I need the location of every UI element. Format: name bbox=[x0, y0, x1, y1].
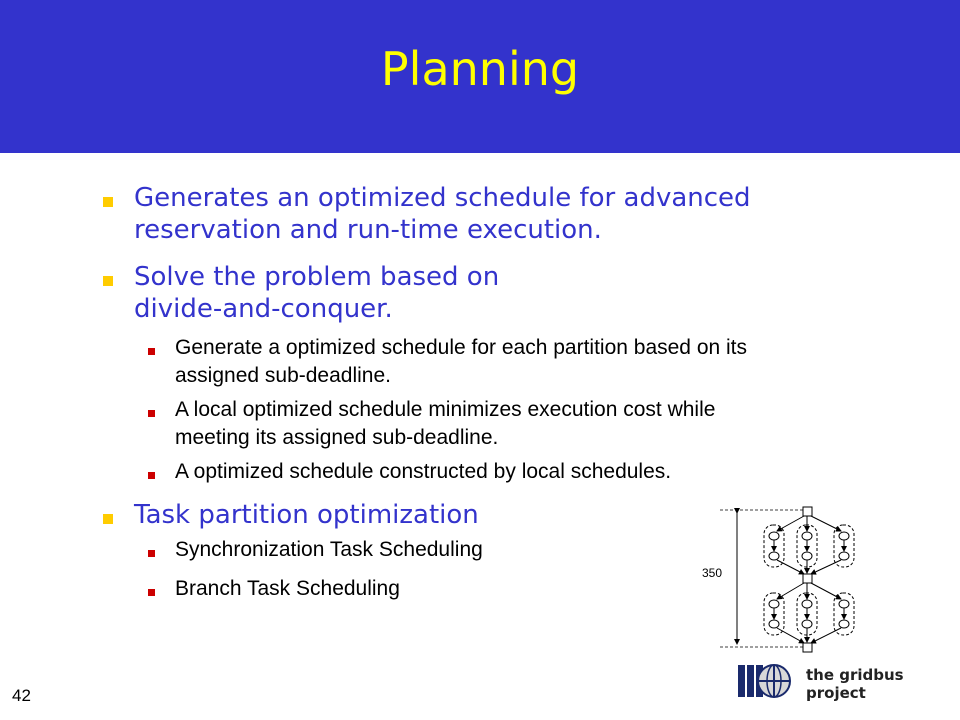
sub-bullet-square-icon bbox=[148, 348, 155, 355]
task-node bbox=[839, 532, 849, 540]
edge-arrow bbox=[777, 628, 804, 643]
sub-bullet-2-1-line-1: Generate a optimized schedule for each partition based on its bbox=[175, 336, 748, 359]
sub-bullet-2-2 bbox=[175, 396, 915, 452]
task-node bbox=[802, 620, 812, 628]
exit-node bbox=[803, 643, 812, 652]
top-partitions bbox=[764, 516, 854, 574]
sub-bullet-3-2: Branch Task Scheduling bbox=[175, 577, 400, 600]
workflow-partition-diagram bbox=[690, 505, 870, 655]
entry-node bbox=[803, 507, 812, 516]
task-node bbox=[839, 620, 849, 628]
task-node bbox=[769, 620, 779, 628]
task-node bbox=[769, 600, 779, 608]
edge-arrow bbox=[811, 560, 841, 574]
bullet-2-line-2: divide-and-conquer. bbox=[134, 294, 393, 324]
edge-arrow bbox=[777, 583, 804, 599]
slide-title: Planning bbox=[380, 42, 580, 96]
task-node bbox=[769, 552, 779, 560]
bullet-square-icon bbox=[103, 197, 113, 207]
edge-arrow bbox=[811, 628, 841, 643]
bullet-3: Task partition optimization bbox=[134, 500, 479, 530]
sub-bullet-2-2-line-1: A local optimized schedule minimizes execution cost while bbox=[175, 398, 716, 421]
bullet-1-line-1: Generates an optimized schedule for advanced bbox=[134, 183, 751, 213]
sync-node bbox=[803, 574, 812, 583]
bullet-1-line-2: reservation and run-time execution. bbox=[134, 215, 602, 245]
edge-arrow bbox=[777, 560, 804, 574]
sub-bullet-square-icon bbox=[148, 410, 155, 417]
sub-bullet-square-icon bbox=[148, 472, 155, 479]
sub-bullet-3-1: Synchronization Task Scheduling bbox=[175, 538, 483, 561]
edge-arrow bbox=[777, 516, 804, 531]
sub-bullet-square-icon bbox=[148, 589, 155, 596]
page-number: 42 bbox=[12, 686, 31, 705]
gridbus-logo-icon bbox=[736, 657, 800, 705]
sub-bullet-2-3: A optimized schedule constructed by local schedules. bbox=[175, 460, 672, 483]
task-node bbox=[769, 532, 779, 540]
sub-bullet-2-1 bbox=[175, 334, 915, 390]
height-label: 350 bbox=[702, 566, 723, 580]
bullet-2 bbox=[134, 261, 834, 325]
bullet-square-icon bbox=[103, 514, 113, 524]
bullet-square-icon bbox=[103, 276, 113, 286]
sub-bullet-2-2-line-2: meeting its assigned sub-deadline. bbox=[175, 426, 499, 449]
bullet-1 bbox=[134, 182, 834, 246]
sub-bullet-2-1-line-2: assigned sub-deadline. bbox=[175, 364, 391, 387]
task-node bbox=[802, 600, 812, 608]
task-node bbox=[839, 552, 849, 560]
bullet-2-line-1: Solve the problem based on bbox=[134, 262, 500, 292]
task-node bbox=[802, 552, 812, 560]
task-node bbox=[839, 600, 849, 608]
task-node bbox=[802, 532, 812, 540]
bottom-partitions bbox=[764, 583, 854, 643]
sub-bullet-square-icon bbox=[148, 550, 155, 557]
logo-wordmark: the gridbus project bbox=[806, 666, 904, 702]
